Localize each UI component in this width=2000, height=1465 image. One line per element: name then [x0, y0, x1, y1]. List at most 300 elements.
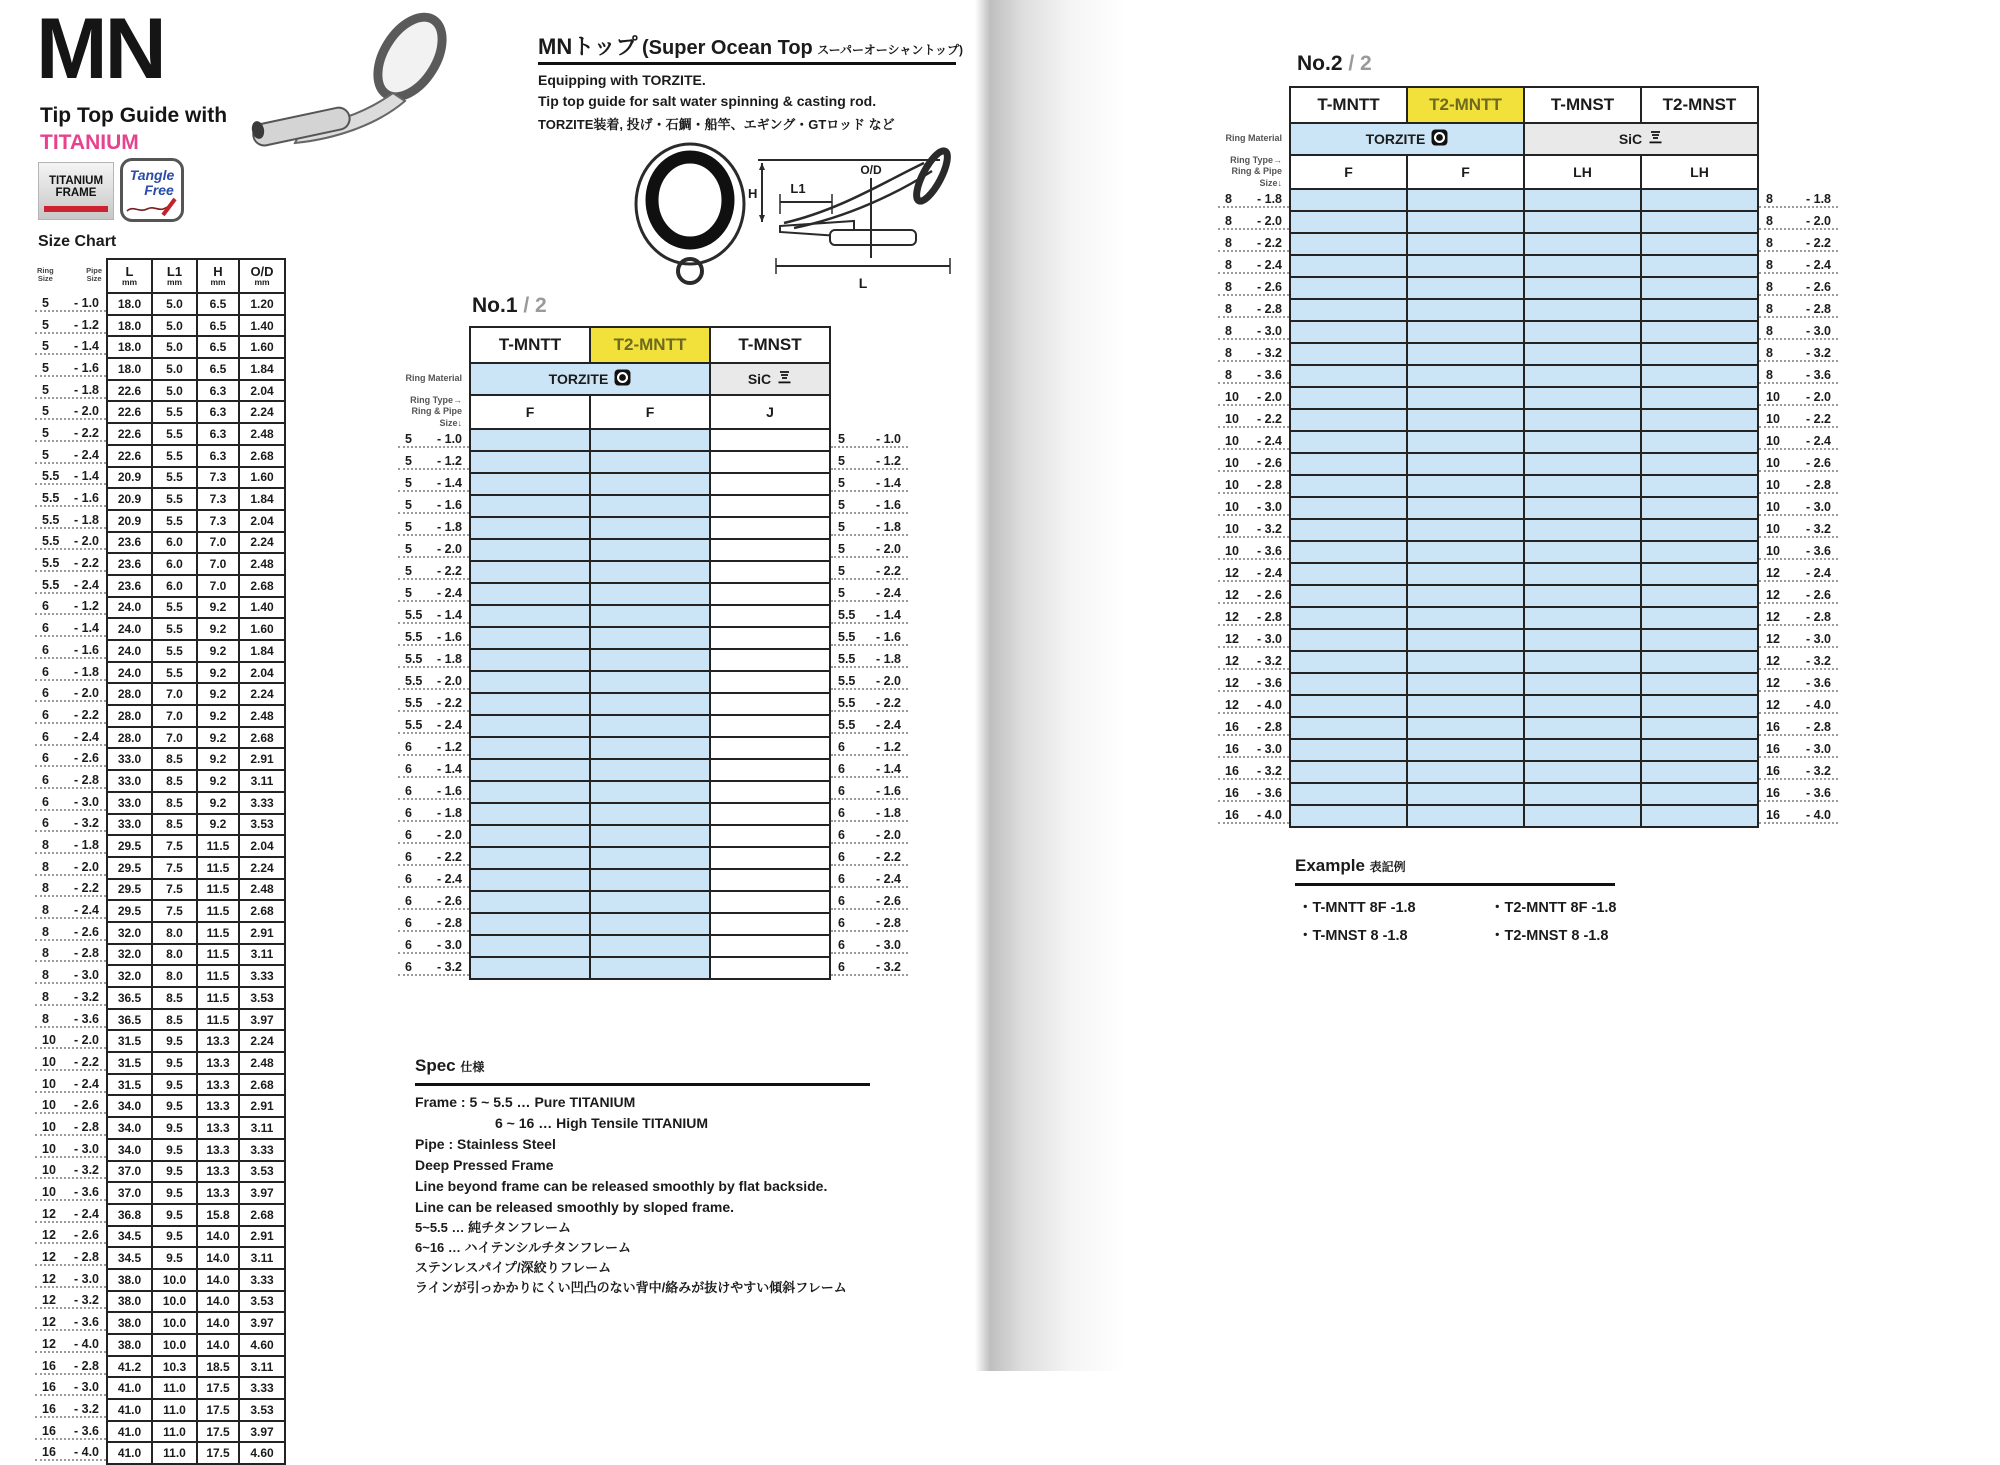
size-label-cell	[35, 835, 107, 857]
size-label: 10 - 3.6	[35, 1185, 106, 1201]
availability-cell	[1290, 585, 1407, 607]
value-cell: 3.53	[239, 1399, 285, 1421]
value-cell: 9.2	[197, 770, 239, 792]
availability-cell	[710, 913, 830, 935]
availability-cell	[590, 759, 710, 781]
dimension-diagram	[618, 138, 968, 296]
availability-cell	[1641, 189, 1758, 211]
size-label: 6 - 2.2	[398, 850, 469, 866]
availability-cell	[710, 957, 830, 979]
size-label-cell	[35, 965, 107, 987]
value-cell: 11.0	[152, 1377, 197, 1399]
size-label-cell	[35, 683, 107, 705]
value-cell: 34.0	[107, 1139, 152, 1161]
availability-cell	[1641, 343, 1758, 365]
spacer	[398, 327, 470, 363]
size-label: 10 - 2.8	[35, 1120, 106, 1136]
availability-cell	[1407, 607, 1524, 629]
size-label-cell	[35, 532, 107, 554]
value-cell: 13.3	[197, 1117, 239, 1139]
size-label-cell-left	[398, 737, 470, 759]
size-label: 5 - 1.2	[35, 318, 106, 334]
value-cell: 18.0	[107, 293, 152, 315]
availability-cell	[1641, 299, 1758, 321]
value-cell: 9.5	[152, 1139, 197, 1161]
size-label-cell	[35, 1399, 107, 1421]
value-cell: 8.5	[152, 1009, 197, 1031]
size-label-cell-left	[1218, 189, 1290, 211]
size-label: 12 - 4.0	[35, 1337, 106, 1353]
ring-type-cell: F	[590, 395, 710, 429]
table-row	[35, 987, 285, 1009]
value-cell: 9.5	[152, 1182, 197, 1204]
spec-lines	[415, 1092, 847, 1298]
size-label-cell-right	[1758, 651, 1838, 673]
value-cell: 2.24	[239, 1030, 285, 1052]
size-label: 8 - 3.6	[35, 1012, 106, 1028]
size-label-cell-left	[1218, 607, 1290, 629]
value-cell: 9.5	[152, 1030, 197, 1052]
size-label: 5.5 - 2.0	[398, 674, 469, 690]
availability-cell	[1407, 541, 1524, 563]
size-label: 16 - 4.0	[35, 1445, 106, 1461]
availability-cell	[1290, 233, 1407, 255]
size-label: 5 - 1.0	[831, 432, 908, 448]
size-label-cell-left	[1218, 805, 1290, 827]
column-header: O/D mm	[239, 259, 285, 293]
availability-cell	[710, 869, 830, 891]
value-cell: 6.5	[197, 293, 239, 315]
availability-cell	[1524, 431, 1641, 453]
table-row	[1218, 321, 1838, 343]
size-label: 6 - 1.8	[398, 806, 469, 822]
availability-cell	[470, 891, 590, 913]
table-row	[1218, 475, 1838, 497]
availability-cell	[710, 803, 830, 825]
value-cell: 33.0	[107, 748, 152, 770]
value-cell: 3.97	[239, 1009, 285, 1031]
size-label-cell-right	[830, 759, 908, 781]
availability-cell	[1524, 585, 1641, 607]
table-row	[35, 445, 285, 467]
size-label: 12 - 2.4	[35, 1207, 106, 1223]
size-label-cell-left	[398, 693, 470, 715]
value-cell: 7.3	[197, 488, 239, 510]
value-cell: 1.84	[239, 488, 285, 510]
table-row	[35, 532, 285, 554]
size-label-cell-left	[398, 473, 470, 495]
value-cell: 2.24	[239, 683, 285, 705]
size-label-cell-right	[1758, 585, 1838, 607]
size-label: 5.5 - 1.8	[35, 513, 106, 529]
sic-icon	[777, 371, 792, 387]
spacer	[830, 327, 908, 363]
value-cell: 11.5	[197, 987, 239, 1009]
value-cell: 11.0	[152, 1421, 197, 1443]
size-label-cell-right	[1758, 563, 1838, 585]
availability-cell	[1407, 673, 1524, 695]
availability-cell	[710, 561, 830, 583]
value-cell: 14.0	[197, 1291, 239, 1313]
model-header-row	[398, 327, 908, 363]
size-label-cell-left	[1218, 343, 1290, 365]
value-cell: 22.6	[107, 380, 152, 402]
value-cell: 14.0	[197, 1247, 239, 1269]
size-label: 8 - 2.6	[1218, 280, 1289, 296]
size-label-cell	[35, 358, 107, 380]
ring-material-side-label: Ring Material	[1225, 133, 1282, 144]
size-label: 5 - 2.2	[398, 564, 469, 580]
table2-no: No.2	[1297, 52, 1343, 75]
value-cell: 9.5	[152, 1052, 197, 1074]
value-cell: 37.0	[107, 1161, 152, 1183]
value-cell: 9.5	[152, 1247, 197, 1269]
table-row	[35, 640, 285, 662]
value-cell: 2.04	[239, 380, 285, 402]
availability-cell	[1290, 299, 1407, 321]
size-label-cell	[35, 857, 107, 879]
availability-cell	[1290, 277, 1407, 299]
size-label: 8 - 3.6	[1759, 368, 1838, 384]
size-label-cell-right	[1758, 321, 1838, 343]
value-cell: 13.3	[197, 1052, 239, 1074]
size-label: 5.5 - 1.4	[398, 608, 469, 624]
size-label: 16 - 3.0	[35, 1380, 106, 1396]
size-label-cell-right	[830, 869, 908, 891]
value-cell: 9.5	[152, 1095, 197, 1117]
availability-cell	[1641, 475, 1758, 497]
size-label: 12 - 3.2	[1759, 654, 1838, 670]
value-cell: 1.84	[239, 640, 285, 662]
table-row	[398, 649, 908, 671]
size-label-cell	[35, 618, 107, 640]
availability-cell	[1290, 563, 1407, 585]
size-label-cell-left	[1218, 431, 1290, 453]
size-label-cell	[35, 814, 107, 836]
size-label-cell-left	[398, 869, 470, 891]
availability-cell	[1290, 343, 1407, 365]
value-cell: 9.2	[197, 814, 239, 836]
size-label-cell	[35, 1074, 107, 1096]
front-view-diagram	[636, 144, 744, 283]
value-cell: 2.24	[239, 401, 285, 423]
value-cell: 14.0	[197, 1226, 239, 1248]
availability-cell	[710, 429, 830, 451]
value-cell: 2.68	[239, 1074, 285, 1096]
value-cell: 28.0	[107, 705, 152, 727]
availability-cell	[470, 825, 590, 847]
size-label: 10 - 2.2	[1759, 412, 1838, 428]
availability-cell	[1524, 189, 1641, 211]
size-label: 6 - 2.2	[831, 850, 908, 866]
model-header-t-mntt: T-MNTT	[470, 327, 590, 363]
size-label: 5.5 - 1.6	[831, 630, 908, 646]
size-label-cell-right	[830, 737, 908, 759]
value-cell: 41.0	[107, 1442, 152, 1464]
size-label: 8 - 2.6	[1759, 280, 1838, 296]
availability-cell	[1290, 739, 1407, 761]
availability-cell	[1641, 233, 1758, 255]
value-cell: 3.11	[239, 1356, 285, 1378]
size-label: 8 - 3.0	[1218, 324, 1289, 340]
size-label: 8 - 3.2	[1218, 346, 1289, 362]
table-row	[35, 900, 285, 922]
size-label: 8 - 2.2	[1759, 236, 1838, 252]
column-header: L1 mm	[152, 259, 197, 293]
size-label-cell-left	[1218, 211, 1290, 233]
availability-cell	[590, 913, 710, 935]
table-row	[35, 1074, 285, 1096]
size-label: 8 - 2.2	[1218, 236, 1289, 252]
value-cell: 9.2	[197, 727, 239, 749]
table-row	[35, 467, 285, 489]
example-items	[1298, 896, 1700, 945]
value-cell: 1.40	[239, 315, 285, 337]
table-row	[1218, 431, 1838, 453]
size-label: 10 - 2.2	[35, 1055, 106, 1071]
value-cell: 8.5	[152, 748, 197, 770]
size-label: 6 - 1.6	[35, 643, 106, 659]
size-label: 12 - 2.6	[1759, 588, 1838, 604]
torzite-icon	[1431, 129, 1448, 149]
value-cell: 11.5	[197, 857, 239, 879]
size-label: 5 - 1.4	[35, 339, 106, 355]
size-label: 12 - 3.0	[1218, 632, 1289, 648]
size-label: 16 - 3.0	[1218, 742, 1289, 758]
intro-desc-2: Tip top guide for salt water spinning & casting rod.	[538, 93, 877, 109]
availability-cell	[470, 935, 590, 957]
size-label-cell	[35, 662, 107, 684]
ring-type-row	[1218, 155, 1838, 189]
size-label: 6 - 1.8	[35, 665, 106, 681]
availability-cell	[1524, 365, 1641, 387]
size-label: 5 - 1.6	[398, 498, 469, 514]
availability-cell	[1524, 519, 1641, 541]
tangle-free-signature-icon	[123, 197, 181, 217]
value-cell: 9.2	[197, 683, 239, 705]
size-label: 16 - 3.2	[1218, 764, 1289, 780]
spacer	[1758, 123, 1838, 155]
availability-cell	[1524, 255, 1641, 277]
value-cell: 13.3	[197, 1139, 239, 1161]
availability-cell	[710, 847, 830, 869]
size-label-cell-left	[398, 671, 470, 693]
availability-cell	[1641, 431, 1758, 453]
size-label: 6 - 1.4	[831, 762, 908, 778]
value-cell: 3.33	[239, 965, 285, 987]
value-cell: 3.53	[239, 814, 285, 836]
availability-cell	[1407, 277, 1524, 299]
value-cell: 20.9	[107, 467, 152, 489]
availability-cell	[1290, 497, 1407, 519]
size-label-cell-left	[1218, 497, 1290, 519]
size-label: 10 - 2.6	[35, 1098, 106, 1114]
table-row	[35, 1356, 285, 1378]
size-label-cell-right	[830, 429, 908, 451]
spacer	[830, 363, 908, 395]
ring-type-row	[398, 395, 908, 429]
value-cell: 2.68	[239, 1204, 285, 1226]
size-label-cell	[35, 467, 107, 489]
size-label: 10 - 3.2	[1759, 522, 1838, 538]
availability-cell	[1407, 211, 1524, 233]
size-label: 5.5 - 2.4	[35, 578, 106, 594]
availability-cell	[1407, 739, 1524, 761]
value-cell: 17.5	[197, 1377, 239, 1399]
value-cell: 8.5	[152, 814, 197, 836]
value-cell: 5.0	[152, 380, 197, 402]
availability-cell	[710, 539, 830, 561]
size-label-cell	[35, 1226, 107, 1248]
size-label: 5 - 1.4	[831, 476, 908, 492]
value-cell: 9.5	[152, 1074, 197, 1096]
value-cell: 33.0	[107, 770, 152, 792]
availability-cell	[1290, 673, 1407, 695]
table2-title	[1297, 52, 1372, 76]
value-cell: 15.8	[197, 1204, 239, 1226]
value-cell: 18.5	[197, 1356, 239, 1378]
size-label-cell-left	[398, 891, 470, 913]
availability-cell	[1290, 431, 1407, 453]
size-label: 5.5 - 2.2	[831, 696, 908, 712]
value-cell: 13.3	[197, 1095, 239, 1117]
value-cell: 38.0	[107, 1291, 152, 1313]
size-label-cell-left	[1218, 519, 1290, 541]
size-label: 5 - 2.4	[831, 586, 908, 602]
table-row	[1218, 189, 1838, 211]
table-row	[35, 1247, 285, 1269]
size-label-cell-right	[1758, 431, 1838, 453]
availability-cell	[1290, 717, 1407, 739]
value-cell: 24.0	[107, 618, 152, 640]
table-row	[35, 1421, 285, 1443]
size-label-cell	[35, 1009, 107, 1031]
size-label-cell-right	[830, 583, 908, 605]
value-cell: 31.5	[107, 1052, 152, 1074]
size-label: 6 - 2.4	[35, 730, 106, 746]
value-cell: 6.0	[152, 532, 197, 554]
table-row	[35, 1204, 285, 1226]
size-label-cell-right	[1758, 497, 1838, 519]
availability-cell	[1407, 695, 1524, 717]
table-row	[398, 583, 908, 605]
table-row	[1218, 607, 1838, 629]
size-label-cell	[35, 727, 107, 749]
size-label-cell-left	[1218, 585, 1290, 607]
value-cell: 5.5	[152, 423, 197, 445]
table-header-row	[35, 259, 285, 293]
spec-line: Line beyond frame can be released smoothly by flat backside.	[415, 1178, 828, 1194]
size-label-cell	[35, 401, 107, 423]
table-row	[1218, 673, 1838, 695]
size-label: 12 - 2.6	[35, 1228, 106, 1244]
size-label: 8 - 1.8	[1218, 192, 1289, 208]
availability-cell	[470, 847, 590, 869]
value-cell: 8.0	[152, 944, 197, 966]
table-row	[35, 705, 285, 727]
size-label: 5.5 - 1.6	[398, 630, 469, 646]
size-label: 12 - 3.6	[1759, 676, 1838, 692]
size-label: 12 - 3.6	[35, 1315, 106, 1331]
size-label-cell-right	[1758, 761, 1838, 783]
availability-cell	[1290, 365, 1407, 387]
table-row	[35, 879, 285, 901]
size-label-cell-right	[1758, 255, 1838, 277]
availability-cell	[1641, 585, 1758, 607]
availability-cell	[1407, 321, 1524, 343]
size-label: 6 - 2.8	[35, 773, 106, 789]
size-label-cell	[35, 575, 107, 597]
value-cell: 1.40	[239, 597, 285, 619]
availability-cell	[590, 561, 710, 583]
table-row	[35, 1095, 285, 1117]
size-label-cell-right	[1758, 299, 1838, 321]
table-row	[35, 553, 285, 575]
size-label-cell	[35, 879, 107, 901]
value-cell: 7.5	[152, 857, 197, 879]
value-cell: 41.0	[107, 1399, 152, 1421]
availability-cell	[1524, 805, 1641, 827]
size-label: 5 - 1.8	[831, 520, 908, 536]
value-cell: 5.5	[152, 488, 197, 510]
table1-of: / 2	[517, 294, 547, 317]
availability-cell	[470, 649, 590, 671]
value-cell: 38.0	[107, 1334, 152, 1356]
size-label: 10 - 2.8	[1218, 478, 1289, 494]
value-cell: 8.5	[152, 987, 197, 1009]
table-row	[398, 627, 908, 649]
size-label: 16 - 3.6	[1218, 786, 1289, 802]
size-label: 6 - 1.4	[35, 621, 106, 637]
diagram-label-od: O/D	[860, 163, 882, 177]
ring-material-row	[1218, 123, 1838, 155]
size-label-cell	[35, 1334, 107, 1356]
table-row	[1218, 541, 1838, 563]
value-cell: 22.6	[107, 423, 152, 445]
value-cell: 6.5	[197, 315, 239, 337]
table-row	[35, 293, 285, 315]
availability-cell	[710, 693, 830, 715]
value-cell: 11.5	[197, 922, 239, 944]
availability-cell	[710, 935, 830, 957]
availability-cell	[1524, 277, 1641, 299]
value-cell: 29.5	[107, 835, 152, 857]
value-cell: 11.5	[197, 900, 239, 922]
availability-cell	[1290, 211, 1407, 233]
table-row	[35, 1030, 285, 1052]
value-cell: 5.0	[152, 315, 197, 337]
availability-cell	[1290, 805, 1407, 827]
size-label: 8 - 2.6	[35, 925, 106, 941]
size-label-cell-left	[1218, 299, 1290, 321]
availability-cell	[470, 759, 590, 781]
value-cell: 8.0	[152, 965, 197, 987]
value-cell: 13.3	[197, 1161, 239, 1183]
size-label: 5 - 2.4	[35, 448, 106, 464]
table2-of: / 2	[1342, 52, 1372, 75]
size-label: 6 - 3.2	[35, 816, 106, 832]
table-row	[1218, 497, 1838, 519]
size-label-cell-right	[1758, 277, 1838, 299]
value-cell: 9.2	[197, 792, 239, 814]
size-label-cell-right	[1758, 739, 1838, 761]
availability-cell	[1290, 321, 1407, 343]
availability-cell	[1641, 563, 1758, 585]
size-label: 8 - 3.0	[1759, 324, 1838, 340]
size-label-cell	[35, 488, 107, 510]
value-cell: 41.0	[107, 1421, 152, 1443]
ring-type-cell: J	[710, 395, 830, 429]
